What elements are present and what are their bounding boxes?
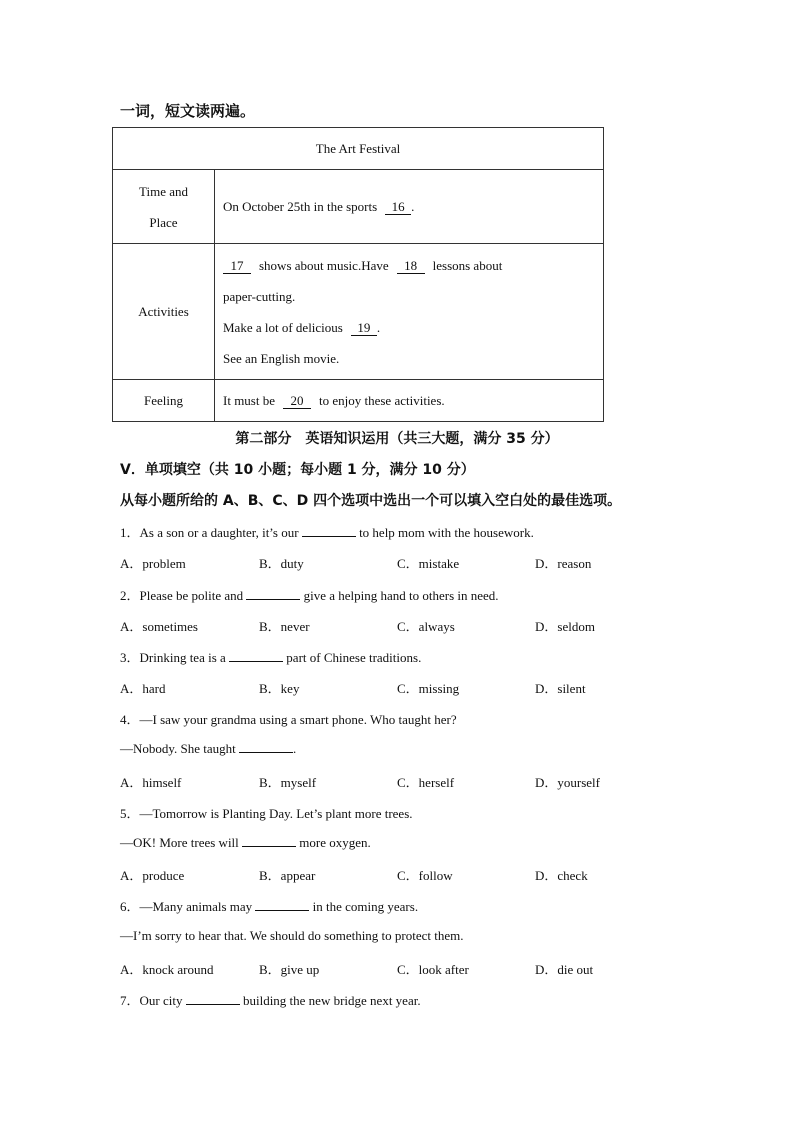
answer-blank: [246, 587, 300, 600]
section-instruction: 从每小题所给的 A、B、C、D 四个选项中选出一个可以填入空白处的最佳选项。: [120, 493, 622, 509]
question-6-stem-line-2: —I’m sorry to hear that. We should do something to protect them.: [120, 928, 464, 943]
option-a: A．himself: [120, 775, 182, 790]
option-b: B．appear: [259, 868, 316, 883]
blank-17: 17: [223, 259, 251, 274]
blank-18: 18: [397, 259, 425, 274]
option-c: C．always: [397, 619, 455, 634]
option-d: D．yourself: [535, 775, 600, 790]
blank-19: 19: [351, 321, 377, 336]
table-header-row: [113, 128, 604, 170]
option-d: D．silent: [535, 681, 586, 696]
question-7-stem: 7．Our city building the new bridge next year.: [120, 993, 421, 1008]
question-4-options: [120, 772, 720, 790]
option-c: C．mistake: [397, 556, 460, 571]
answer-blank: [186, 992, 240, 1005]
question-1-options: [120, 553, 720, 571]
table-title: The Art Festival: [113, 128, 604, 170]
question-5-stem: 5．—Tomorrow is Planting Day. Let’s plant more trees.: [120, 806, 413, 821]
row-content-time-place: [215, 170, 604, 244]
option-b: B．key: [259, 681, 300, 696]
row-label-activities: Activities: [113, 244, 215, 380]
table-row: [113, 380, 604, 422]
answer-blank: [302, 524, 356, 537]
answer-blank: [242, 834, 296, 847]
question-1-stem: 1．As a son or a daughter, it’s our to help mom with the housework.: [120, 525, 534, 540]
question-6-options: [120, 959, 720, 977]
option-c: C．herself: [397, 775, 455, 790]
blank-16: 16: [385, 200, 411, 215]
question-3-options: [120, 678, 720, 696]
table-line: It must be 20 to enjoy these activities.: [223, 393, 445, 408]
table-line: On October 25th in the sports 16 .: [223, 199, 415, 214]
question-4-stem: 4．—I saw your grandma using a smart phone. Who taught her?: [120, 712, 457, 727]
question-4-stem-line-2: —Nobody. She taught .: [120, 741, 297, 756]
table-line: See an English movie.: [223, 350, 340, 366]
option-a: A．hard: [120, 681, 166, 696]
question-3-stem: 3．Drinking tea is a part of Chinese traditions.: [120, 650, 422, 665]
option-a: A．problem: [120, 556, 186, 571]
art-festival-table: [112, 127, 604, 422]
option-a: A．sometimes: [120, 619, 198, 634]
section-title: Ⅴ．单项填空（共 10 小题；每小题 1 分，满分 10 分）: [120, 462, 475, 478]
option-c: C．missing: [397, 681, 460, 696]
part-title: 第二部分 英语知识运用（共三大题，满分 35 分）: [235, 431, 559, 447]
option-c: C．follow: [397, 868, 453, 883]
row-content-feeling: [215, 380, 604, 422]
intro-text: 一词，短文读两遍。: [120, 102, 256, 120]
option-d: D．reason: [535, 556, 592, 571]
option-a: A．knock around: [120, 962, 214, 977]
question-5-stem-line-2: —OK! More trees will more oxygen.: [120, 835, 371, 850]
answer-blank: [255, 898, 309, 911]
table-line: 17 shows about music.Have 18 lessons about: [223, 250, 603, 281]
question-6-stem: 6．—Many animals may in the coming years.: [120, 899, 419, 914]
row-content-activities: [215, 244, 604, 380]
option-b: B．myself: [259, 775, 317, 790]
answer-blank: [229, 649, 283, 662]
blank-20: 20: [283, 394, 311, 409]
row-label-feeling: Feeling: [113, 380, 215, 422]
option-a: A．produce: [120, 868, 185, 883]
option-b: B．give up: [259, 962, 320, 977]
table-row: [113, 170, 604, 244]
table-row: [113, 244, 604, 380]
option-d: D．seldom: [535, 619, 595, 634]
table-line: Make a lot of delicious 19 .: [223, 319, 381, 335]
question-5-options: [120, 865, 720, 883]
option-c: C．look after: [397, 962, 469, 977]
question-2-stem: 2．Please be polite and give a helping hand to others in need.: [120, 588, 499, 603]
row-label-time-place: Time and Place: [113, 170, 215, 244]
answer-blank: [239, 740, 293, 753]
option-d: D．die out: [535, 962, 594, 977]
question-2-options: [120, 616, 720, 634]
option-d: D．check: [535, 868, 588, 883]
table-line: paper-cutting.: [223, 288, 296, 304]
option-b: B．duty: [259, 556, 304, 571]
option-b: B．never: [259, 619, 310, 634]
